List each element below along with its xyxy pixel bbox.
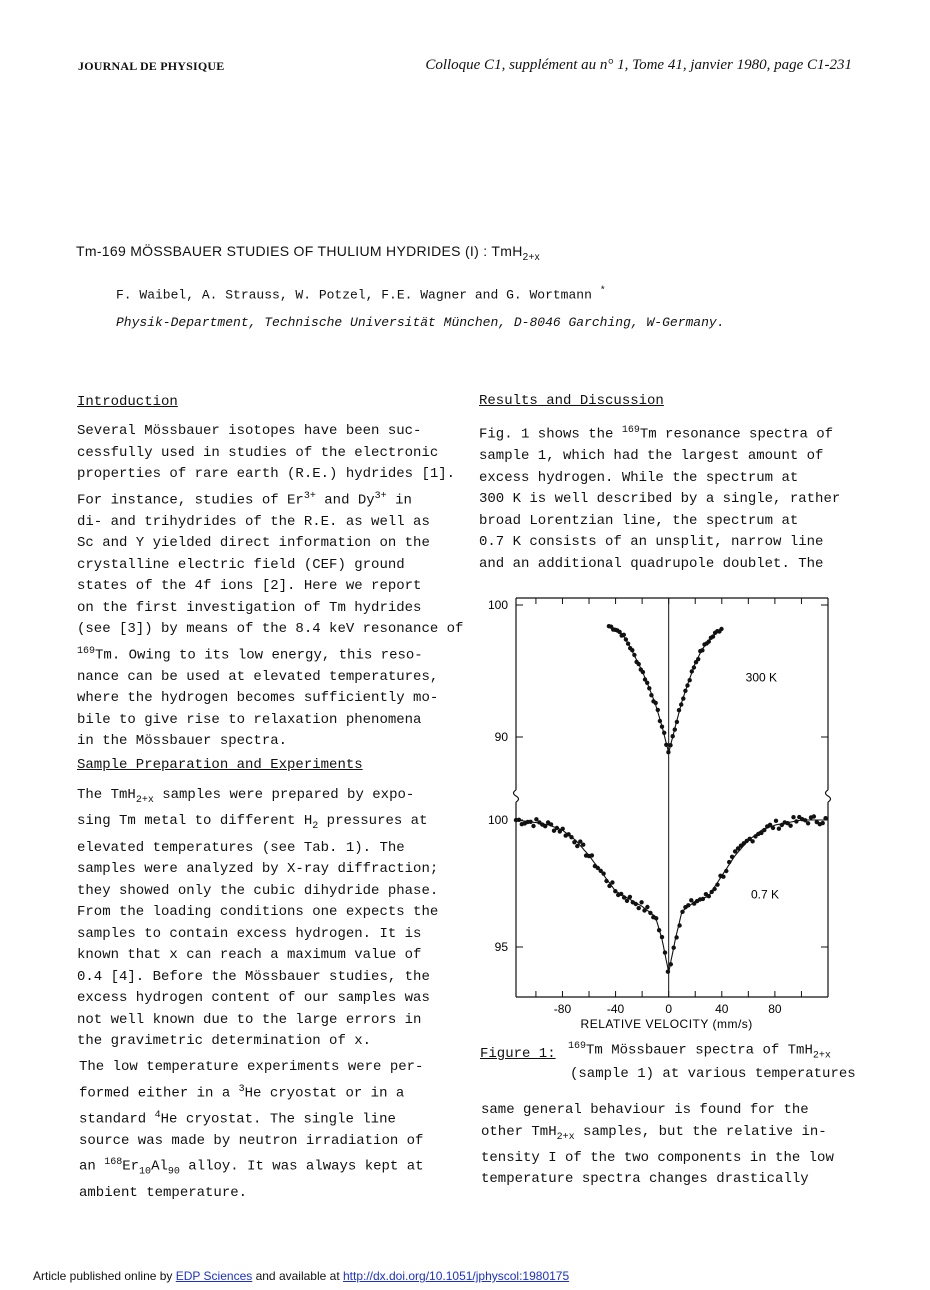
spectrum-07k-data-point — [634, 902, 638, 906]
spectrum-300k-data-point — [673, 727, 677, 731]
spectrum-07k-data-point — [569, 835, 573, 839]
doi-link[interactable]: http://dx.doi.org/10.1051/jphyscol:1980175 — [342, 1269, 570, 1283]
y-tick-label: 100 — [487, 813, 508, 827]
x-tick-label: 0 — [665, 1002, 673, 1016]
spectrum-300k-data-point — [624, 637, 628, 641]
spectrum-07k-data-point — [669, 962, 673, 966]
spectrum-300k-data-point — [711, 634, 715, 638]
prep-line: the gravimetric determination of x. — [77, 1033, 372, 1050]
intro-line: crystalline electric field (CEF) ground — [77, 556, 405, 573]
spectrum-07k-data-point — [625, 899, 629, 903]
spectrum-07k-data-point — [561, 827, 565, 831]
spectrum-07k-data-point — [619, 892, 623, 896]
spectrum-07k-data-point — [724, 869, 728, 873]
y-tick-label: 95 — [494, 940, 508, 954]
spectrum-07k-data-point — [572, 840, 576, 844]
spectrum-300k-data-point — [666, 750, 670, 754]
prep-line: The TmH$_{2+x}$ samples were prepared by expo- — [77, 787, 415, 806]
results-line: and an additional quadrupole doublet. The — [479, 555, 824, 572]
spectrum-07k-data-point — [549, 822, 553, 826]
spectrum-07k-data-point — [727, 860, 731, 864]
spectrum-07k-data-point — [750, 839, 754, 843]
spectrum-300k-data-point — [662, 731, 666, 735]
spectrum-300k-data-point — [637, 662, 641, 666]
spectrum-300k-data-point — [641, 670, 645, 674]
after-figure-text — [481, 1100, 834, 1191]
spectrum-07k-data-point — [604, 879, 608, 883]
spectrum-07k-data-point — [762, 828, 766, 832]
mossbauer-figure — [478, 582, 848, 1042]
spectrum-300k-data-point — [630, 648, 634, 652]
results-line: excess hydrogen. While the spectrum at — [479, 469, 799, 486]
spectrum-label-07k: 0.7 K — [750, 887, 780, 902]
spectrum-07k-data-point — [601, 871, 605, 875]
x-axis-label: RELATIVE VELOCITY (mm/s) — [580, 1017, 753, 1031]
spectrum-07k-data-point — [712, 887, 716, 891]
spectrum-07k-data-point — [657, 928, 661, 932]
intro-line: $^{169}$Tm. Owing to its low energy, this reso- — [77, 645, 423, 664]
prep-text — [77, 785, 438, 1053]
spectrum-07k-data-point — [628, 895, 632, 899]
footer-middle: and available at — [252, 1269, 343, 1283]
intro-line: Sc and Y yielded direct information on the — [77, 535, 430, 552]
intro-line: bile to give rise to relaxation phenomena — [77, 711, 422, 728]
spectrum-07k-data-point — [689, 898, 693, 902]
spectrum-300k-data-point — [656, 708, 660, 712]
spectrum-07k-data-point — [794, 819, 798, 823]
results-line: 300 K is well described by a single, rather — [479, 491, 841, 508]
prep-line: not well known due to the large errors in — [77, 1011, 422, 1028]
prep-line: known that x can reach a maximum value of — [77, 947, 422, 964]
spectrum-300k-data-point — [677, 708, 681, 712]
publisher-link[interactable]: EDP Sciences — [175, 1269, 253, 1283]
spectrum-300k-data-point — [626, 642, 630, 646]
spectrum-07k-data-point — [622, 895, 626, 899]
spectrum-300k-data-point — [632, 653, 636, 657]
prep-line: sing Tm metal to different $H_2$ pressures at — [77, 813, 428, 833]
spectrum-300k-data-point — [685, 683, 689, 687]
footer — [33, 1269, 569, 1283]
intro-line: states of the 4f ions [2]. Here we report — [77, 578, 422, 595]
axis-break-left — [514, 790, 519, 802]
prep-line: From the loading conditions one expects the — [77, 904, 439, 921]
lowtemp-line: formed either in a $^3$He cryostat or in a — [79, 1083, 405, 1102]
x-tick-label: -40 — [606, 1002, 625, 1016]
spectrum-07k-data-point — [528, 820, 532, 824]
prep-line: elevated temperatures (see Tab. 1). The — [77, 839, 405, 856]
spectrum-07k-data-point — [823, 816, 827, 820]
spectrum-07k-data-point — [610, 880, 614, 884]
spectrum-label-300k: 300 K — [745, 670, 778, 685]
intro-line: Several Mössbauer isotopes have been suc- — [77, 423, 422, 439]
journal-name: JOURNAL DE PHYSIQUE — [78, 59, 225, 73]
spectrum-300k-data-point — [664, 743, 668, 747]
spectrum-07k-data-point — [654, 916, 658, 920]
prep-heading: Sample Preparation and Experiments — [77, 757, 363, 773]
spectrum-07k-data-point — [677, 923, 681, 927]
lowtemp-line: an $^{168}Er_{10}Al_{90}$ alloy. It was always kept at — [79, 1157, 424, 1178]
after-fig-line: temperature spectra changes drastically — [481, 1171, 809, 1188]
lowtemp-line: standard $^4$He cryostat. The single line — [79, 1109, 396, 1128]
figure-caption-line1: $^{169}$Tm Mössbauer spectra of TmH$_{2+x}$ — [568, 1041, 831, 1062]
intro-line: in the Mössbauer spectra. — [77, 733, 288, 750]
spectrum-300k-data-point — [683, 689, 687, 693]
spectrum-07k-data-point — [517, 818, 521, 822]
spectrum-07k-data-point — [663, 950, 667, 954]
figure-caption-line2: (sample 1) at various temperatures — [570, 1066, 856, 1082]
results-text — [479, 420, 840, 575]
spectrum-07k-data-point — [788, 824, 792, 828]
spectrum-07k-data-point — [812, 814, 816, 818]
title-subscript: 2+x — [522, 251, 540, 263]
prep-line: samples were analyzed by X-ray diffraction; — [77, 861, 439, 878]
spectrum-07k-data-point — [806, 821, 810, 825]
prep-line: they showed only the cubic dihydride phase. — [77, 882, 439, 899]
spectrum-07k-data-point — [774, 819, 778, 823]
prep-line: excess hydrogen content of our samples was — [77, 990, 430, 1007]
spectrum-300k-data-point — [647, 686, 651, 690]
results-heading: Results and Discussion — [479, 393, 664, 409]
spectrum-300k-data-point — [690, 669, 694, 673]
spectrum-07k-data-point — [730, 855, 734, 859]
x-tick-label: -80 — [553, 1002, 572, 1016]
spectrum-300k-data-point — [675, 720, 679, 724]
spectrum-07k-data-point — [607, 884, 611, 888]
spectrum-07k-data-point — [581, 843, 585, 847]
article-title — [76, 243, 540, 263]
intro-line: For instance, studies of $Er^{3+}$ and $Dy^{3+}$ in — [77, 490, 412, 509]
intro-line: (see [3]) by means of the 8.4 keV resonance of — [77, 621, 464, 638]
intro-heading: Introduction — [77, 394, 178, 410]
spectrum-300k-data-point — [658, 719, 662, 723]
spectrum-07k-data-point — [701, 897, 705, 901]
y-tick-label: 90 — [494, 730, 508, 744]
spectrum-07k-data-point — [645, 905, 649, 909]
spectrum-07k-data-point — [637, 906, 641, 910]
after-fig-line: tensity I of the two components in the low — [481, 1149, 834, 1166]
authors — [116, 286, 606, 302]
affiliation: Physik-Department, Technische Universität München, D-8046 Garching, W-Germany. — [116, 315, 725, 330]
spectrum-07k-data-point — [674, 935, 678, 939]
citation: Colloque C1, supplément au n° 1, Tome 41, janvier 1980, page C1-231 — [425, 57, 852, 73]
after-fig-line: other TmH$_{2+x}$ samples, but the relative in- — [481, 1123, 827, 1143]
author-footnote-mark: * — [599, 286, 606, 297]
lowtemp-line: source was made by neutron irradiation of — [79, 1132, 424, 1149]
spectrum-300k-data-point — [654, 701, 658, 705]
spectrum-300k-data-point — [696, 657, 700, 661]
spectrum-07k-data-point — [642, 908, 646, 912]
spectrum-300k-data-point — [681, 696, 685, 700]
spectrum-300k-data-point — [700, 648, 704, 652]
spectrum-300k-data-point — [692, 665, 696, 669]
spectrum-300k-data-point — [668, 743, 672, 747]
results-line: 0.7 K consists of an unsplit, narrow line — [479, 534, 824, 551]
intro-line: nance can be used at elevated temperatures, — [77, 668, 439, 685]
spectrum-300k-data-point — [671, 734, 675, 738]
spectrum-07k-data-point — [680, 910, 684, 914]
intro-text — [77, 421, 463, 753]
spectrum-07k-data-point — [721, 875, 725, 879]
spectrum-07k-data-point — [590, 853, 594, 857]
footer-prefix: Article published online by — [33, 1269, 176, 1283]
spectrum-300k-data-point — [679, 702, 683, 706]
spectrum-07k-data-point — [715, 883, 719, 887]
spectrum-07k-data-point — [531, 824, 535, 828]
spectrum-07k-data-point — [771, 826, 775, 830]
spectrum-07k-data-point — [639, 900, 643, 904]
spectrum-300k-data-point — [660, 725, 664, 729]
title-main: Tm-169 MÖSSBAUER STUDIES OF THULIUM HYDRIDES (I) : TmH — [76, 243, 523, 259]
figure-caption-label: Figure 1: — [480, 1046, 556, 1062]
intro-line: on the first investigation of Tm hydrides — [77, 599, 422, 616]
spectrum-07k-data-point — [686, 903, 690, 907]
spectrum-07k-data-point — [613, 889, 617, 893]
spectrum-300k-data-point — [649, 693, 653, 697]
spectrum-07k-fit-line — [516, 820, 828, 972]
intro-line: where the hydrogen becomes sufficiently mo- — [77, 690, 439, 707]
spectrum-07k-data-point — [672, 946, 676, 950]
spectrum-300k-data-point — [645, 681, 649, 685]
lowtemp-line: The low temperature experiments were per- — [79, 1059, 424, 1075]
intro-line: cessfully used in studies of the electronic — [77, 444, 439, 461]
spectrum-07k-data-point — [777, 827, 781, 831]
prep-line: 0.4 [4]. Before the Mössbauer studies, the — [77, 968, 430, 985]
spectrum-300k-data-point — [617, 630, 621, 634]
results-line: broad Lorentzian line, the spectrum at — [479, 512, 799, 529]
intro-line: di- and trihydrides of the R.E. as well as — [77, 513, 430, 530]
x-tick-label: 80 — [768, 1002, 782, 1016]
y-tick-label: 100 — [487, 598, 508, 612]
spectrum-07k-data-point — [543, 824, 547, 828]
spectrum-07k-data-point — [666, 970, 670, 974]
spectrum-300k-data-point — [622, 633, 626, 637]
prep-line: samples to contain excess hydrogen. It is — [77, 925, 422, 942]
results-line: Fig. 1 shows the $^{169}$Tm resonance spectra of — [479, 425, 834, 443]
spectrum-07k-data-point — [555, 826, 559, 830]
results-line: sample 1, which had the largest amount of — [479, 448, 824, 465]
spectrum-07k-data-point — [575, 844, 579, 848]
x-tick-label: 40 — [715, 1002, 729, 1016]
spectrum-07k-data-point — [791, 815, 795, 819]
lowtemp-line: ambient temperature. — [79, 1185, 248, 1202]
spectrum-07k-data-point — [707, 894, 711, 898]
intro-line: properties of rare earth (R.E.) hydrides [1]. — [77, 466, 456, 482]
spectrum-300k-data-point — [719, 627, 723, 631]
spectrum-07k-data-point — [648, 911, 652, 915]
spectrum-07k-data-point — [821, 821, 825, 825]
after-fig-line: same general behaviour is found for the — [481, 1102, 809, 1118]
spectrum-07k-data-point — [660, 935, 664, 939]
spectrum-300k-data-point — [688, 678, 692, 682]
spectrum-300k-data-point — [707, 639, 711, 643]
lowtemp-text — [79, 1057, 424, 1205]
axis-break-right — [826, 790, 831, 802]
author-list: F. Waibel, A. Strauss, W. Potzel, F.E. Wagner and G. Wortmann — [116, 287, 592, 303]
